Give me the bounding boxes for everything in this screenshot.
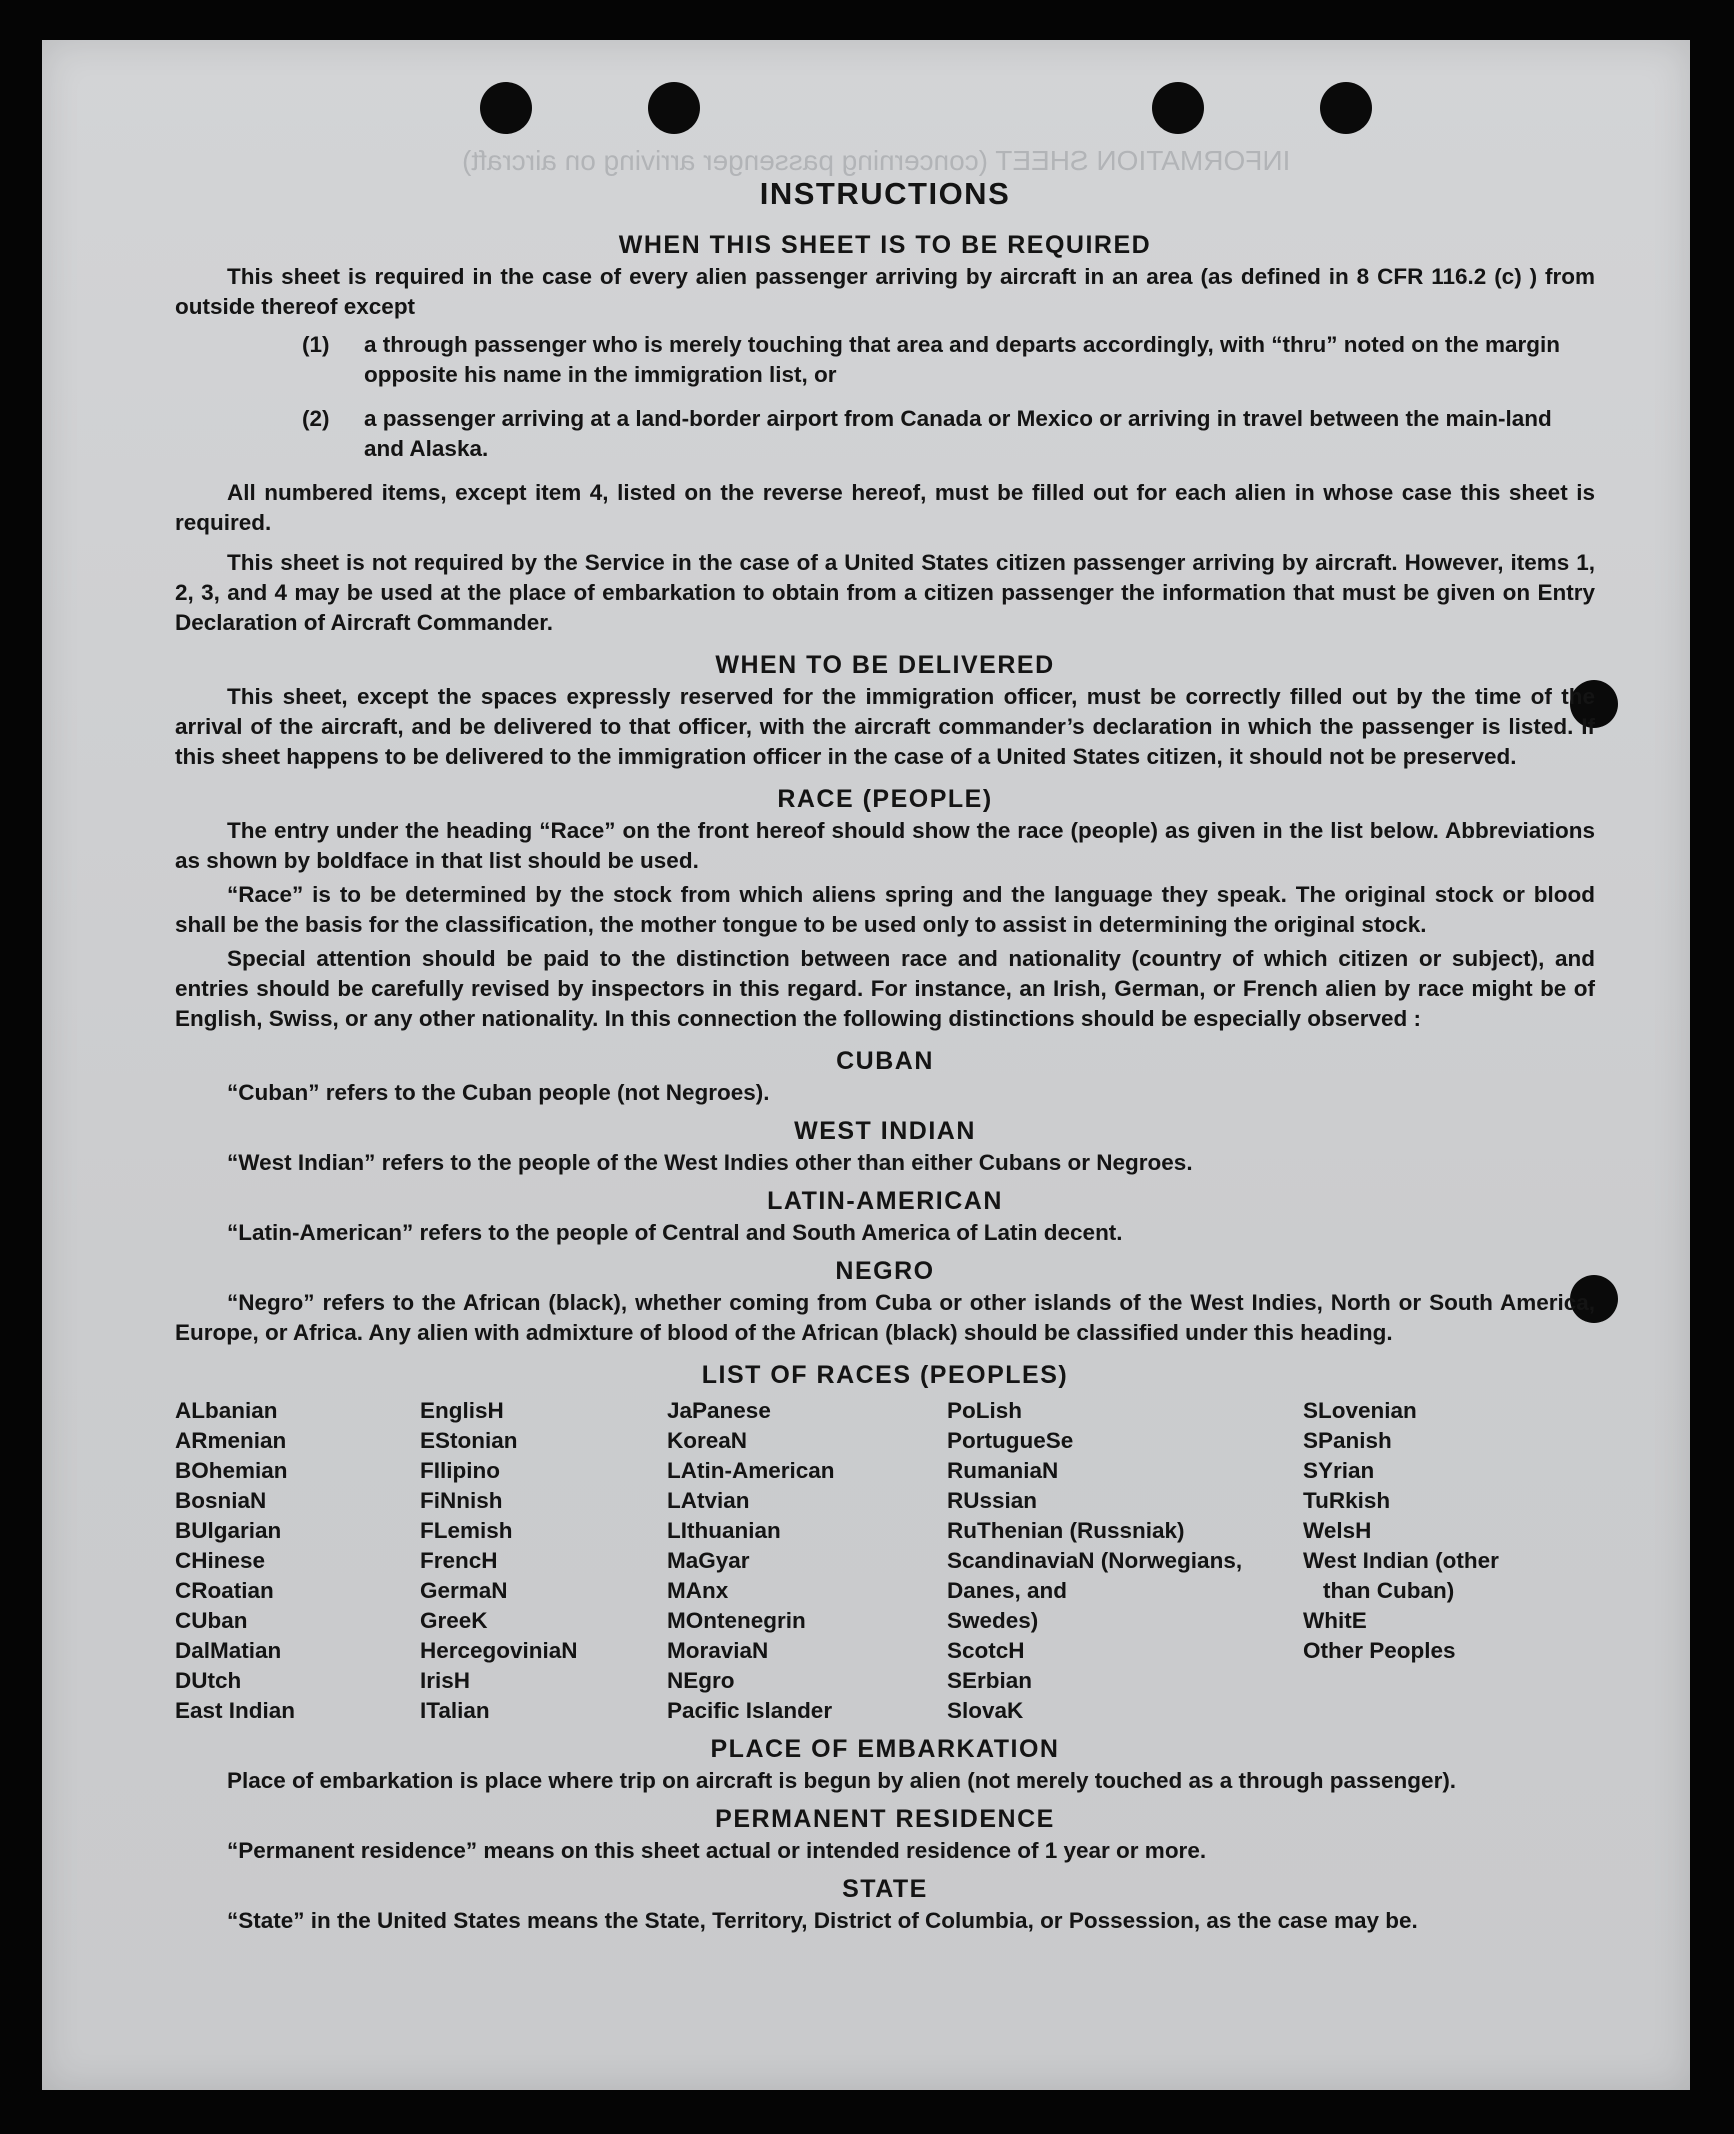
negro-text: “Negro” refers to the African (black), whether coming from Cuba or other islands of the West Indies, North or South America, Europe, or Africa. Any alien with admixture of blood of the African (black) should be classified under this heading. <box>175 1290 1595 1345</box>
heading-state: STATE <box>842 1875 928 1903</box>
exception-text: a through passenger who is merely touching that area and departs accordingly, with “thru” noted on the margin opposite his name in the immigration list, or <box>364 332 1560 387</box>
exception-text: a passenger arriving at a land-border airport from Canada or Mexico or arriving in travel between the main-land and Alaska. <box>364 406 1552 461</box>
west-indian-text: “West Indian” refers to the people of the West Indies other than either Cubans or Negroes. <box>227 1150 1193 1175</box>
exception-item <box>175 330 1595 390</box>
race-entry: CRoatian <box>175 1578 274 1603</box>
races-column <box>667 1396 947 1726</box>
race-entry: Danes, and <box>947 1578 1068 1603</box>
race-entry: RUssian <box>947 1488 1038 1513</box>
race-entry: SLovenian <box>1303 1398 1417 1423</box>
race-entry: JaPanese <box>667 1398 771 1423</box>
race-entry: WhitE <box>1303 1608 1367 1633</box>
race-entry: SErbian <box>947 1668 1033 1693</box>
race-entry: Pacific Islander <box>667 1698 833 1723</box>
race-para-3: Special attention should be paid to the distinction between race and nationality (country of which citizen or subject), and entries should be carefully revised by inspectors in this regard. For instance, an Irish, German, or French alien by race might be of English, Swiss, or any other nationality. In this connection the following distinctions should be especially observed : <box>175 946 1595 1031</box>
heading-place-of-embarkation: PLACE OF EMBARKATION <box>710 1735 1060 1763</box>
race-entry: GreeK <box>420 1608 488 1633</box>
race-entry: FiNnish <box>420 1488 503 1513</box>
race-entry: LAtin-American <box>667 1458 835 1483</box>
heading-list-of-races: LIST OF RACES (PEOPLES) <box>701 1361 1069 1389</box>
race-entry: ScotcH <box>947 1638 1025 1663</box>
race-entry: Swedes) <box>947 1608 1039 1633</box>
instructions-content <box>175 168 1595 1942</box>
punch-hole <box>1320 82 1372 134</box>
race-entry: FLemish <box>420 1518 513 1543</box>
race-entry: MAnx <box>667 1578 729 1603</box>
exception-item <box>175 404 1595 464</box>
heading-negro: NEGRO <box>835 1257 935 1285</box>
race-entry: CUban <box>175 1608 248 1633</box>
cuban-text: “Cuban” refers to the Cuban people (not Negroes). <box>227 1080 770 1105</box>
race-entry: MaGyar <box>667 1548 750 1573</box>
required-intro: This sheet is required in the case of every alien passenger arriving by aircraft in an area (as defined in 8 CFR 116.2 (c) ) from outside thereof except <box>175 264 1595 319</box>
race-para-1: The entry under the heading “Race” on the front hereof should show the race (people) as given in the list below. Abbreviations as shown by boldface in that list should be used. <box>175 818 1595 873</box>
required-para-3: This sheet is not required by the Service in the case of a United States citizen passenger arriving by aircraft. However, items 1, 2, 3, and 4 may be used at the place of embarkation to obtain from a citizen passenger the information that must be given on Entry Declaration of Aircraft Commander. <box>175 550 1595 635</box>
race-entry: WelsH <box>1303 1518 1372 1543</box>
race-entry: East Indian <box>175 1698 296 1723</box>
race-entry: ScandinaviaN (Norwegians, <box>947 1548 1243 1573</box>
race-entry: LIthuanian <box>667 1518 781 1543</box>
race-entry: BosniaN <box>175 1488 267 1513</box>
race-entry: KoreaN <box>667 1428 748 1453</box>
race-entry: ARmenian <box>175 1428 287 1453</box>
race-entry: FIlipino <box>420 1458 500 1483</box>
races-column <box>1303 1396 1595 1726</box>
heading-permanent-residence: PERMANENT RESIDENCE <box>715 1805 1055 1833</box>
residence-text: “Permanent residence” means on this sheet actual or intended residence of 1 year or more. <box>227 1838 1207 1863</box>
race-entry: CHinese <box>175 1548 266 1573</box>
race-entry: MOntenegrin <box>667 1608 806 1633</box>
page-title: INSTRUCTIONS <box>759 176 1011 211</box>
race-entry: DUtch <box>175 1668 242 1693</box>
race-entry: DalMatian <box>175 1638 282 1663</box>
heading-cuban: CUBAN <box>836 1047 934 1075</box>
state-text: “State” in the United States means the State, Territory, District of Columbia, or Possession, as the case may be. <box>227 1908 1418 1933</box>
race-entry: IrisH <box>420 1668 471 1693</box>
race-entry: SYrian <box>1303 1458 1375 1483</box>
required-para-2: All numbered items, except item 4, listed on the reverse hereof, must be filled out for each alien in whose case this sheet is required. <box>175 480 1595 535</box>
race-entry: BUlgarian <box>175 1518 282 1543</box>
race-entry: ALbanian <box>175 1398 278 1423</box>
exception-number: (1) <box>302 332 330 357</box>
race-entry: HercegoviniaN <box>420 1638 578 1663</box>
race-entry: TuRkish <box>1303 1488 1391 1513</box>
race-entry: SlovaK <box>947 1698 1024 1723</box>
punch-hole <box>480 82 532 134</box>
embarkation-text: Place of embarkation is place where trip on aircraft is begun by alien (not merely touched as a through passenger). <box>227 1768 1457 1793</box>
race-entry: than Cuban) <box>1323 1578 1455 1603</box>
heading-when-required: WHEN THIS SHEET IS TO BE REQUIRED <box>618 231 1152 259</box>
race-entry: MoraviaN <box>667 1638 769 1663</box>
race-entry: RuThenian (Russniak) <box>947 1518 1185 1543</box>
race-entry: FrencH <box>420 1548 498 1573</box>
race-entry: LAtvian <box>667 1488 750 1513</box>
race-entry: West Indian (other <box>1303 1548 1499 1573</box>
races-column <box>175 1396 420 1726</box>
race-entry: GermaN <box>420 1578 508 1603</box>
race-entry: PoLish <box>947 1398 1023 1423</box>
punch-hole <box>648 82 700 134</box>
exception-number: (2) <box>302 406 330 431</box>
heading-west-indian: WEST INDIAN <box>794 1117 976 1145</box>
race-entry: RumaniaN <box>947 1458 1059 1483</box>
race-para-2: “Race” is to be determined by the stock from which aliens spring and the language they speak. The original stock or blood shall be the basis for the classification, the mother tongue to be used only to assist in determining the original stock. <box>175 882 1595 937</box>
race-entry: BOhemian <box>175 1458 288 1483</box>
race-entry: ITalian <box>420 1698 490 1723</box>
delivered-text: This sheet, except the spaces expressly reserved for the immigration officer, must be correctly filled out by the time of the arrival of the aircraft, and be delivered to that officer, with the aircraft commander’s declaration in which the passenger is listed. If this sheet happens to be delivered to the immigration officer in the case of a United States citizen, it should not be preserved. <box>175 684 1595 769</box>
races-column <box>420 1396 667 1726</box>
race-entry: NEgro <box>667 1668 735 1693</box>
punch-hole <box>1152 82 1204 134</box>
race-entry: SPanish <box>1303 1428 1392 1453</box>
heading-race: RACE (PEOPLE) <box>777 785 993 813</box>
race-entry: Other Peoples <box>1303 1638 1456 1663</box>
heading-latin-american: LATIN-AMERICAN <box>767 1187 1003 1215</box>
show-through-title: INFORMATION SHEET (concerning passenger arriving on aircraft) <box>462 145 1291 176</box>
heading-when-delivered: WHEN TO BE DELIVERED <box>715 651 1055 679</box>
races-column <box>947 1396 1303 1726</box>
race-entry: PortugueSe <box>947 1428 1074 1453</box>
latin-american-text: “Latin-American” refers to the people of Central and South America of Latin decent. <box>227 1220 1123 1245</box>
race-entry: EStonian <box>420 1428 518 1453</box>
races-list <box>175 1396 1595 1726</box>
race-entry: EnglisH <box>420 1398 504 1423</box>
